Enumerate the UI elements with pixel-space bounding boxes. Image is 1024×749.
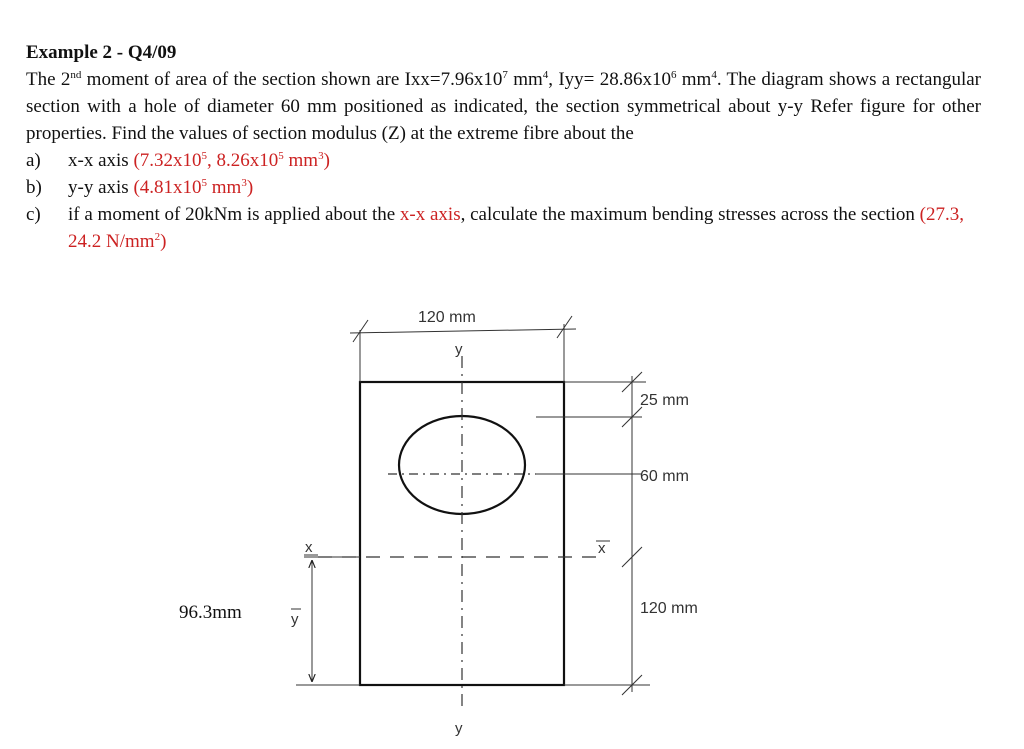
question-label: y-y axis [68,177,134,198]
superscript: 7 [502,69,508,81]
axis-highlight: x-x axis [399,204,461,225]
top-offset-label: 25 mm [640,392,689,409]
y-axis-label-top: y [455,341,463,358]
intro-text: mm [676,69,712,90]
width-label: 120 mm [418,309,476,326]
list-marker: b) [26,177,42,198]
question-label: x-x axis [68,150,134,171]
list-marker: a) [26,150,41,171]
list-marker: c) [26,204,41,225]
intro-text: The 2 [26,69,71,90]
y-axis-label-bottom: y [455,720,463,737]
superscript: 4 [711,69,717,81]
ybar-value-label: 96.3mm [179,602,242,623]
ybar-symbol: y [291,611,299,628]
answer-text: (27.3, 24.2 $N/mm^2$) [68,204,964,252]
hole-offset-label: 60 mm [640,468,689,485]
centroid-offset-label: 120 mm [640,600,698,617]
x-axis-label-left: x [305,539,313,556]
width-dimension-line [350,329,576,333]
superscript: nd [70,69,82,81]
intro-text: . The diagram shows a rectangular section with a hole of diameter 60 mm positioned as indicated, the section symmetrical about y-y Refer figure for other properties. Find the values of section modulus (Z) at the extreme fibre about the [26,69,981,144]
example-title: Example 2 - Q4/09 [26,42,177,63]
superscript: 4 [542,69,549,81]
intro-text: moment of area of the section shown are Ixx=7.96x10 [81,69,503,90]
question-text: if a moment of 20kNm is applied about the x-x axis, calculate the maximum bending stresses across the section (27.3, 24.2 $N/mm^2$) [68,204,964,252]
intro-text: mm [507,69,543,90]
intro-text: , Iyy= 28.86x10 [548,69,671,90]
answer-text: ($4.81x10^5$ $mm^3$) [133,177,254,198]
answer-text: ($7.32x10^5$, $8.26x10^5$ $mm^3$) [133,150,330,171]
superscript: 6 [670,69,677,81]
x-axis-label-right: x [598,540,606,557]
